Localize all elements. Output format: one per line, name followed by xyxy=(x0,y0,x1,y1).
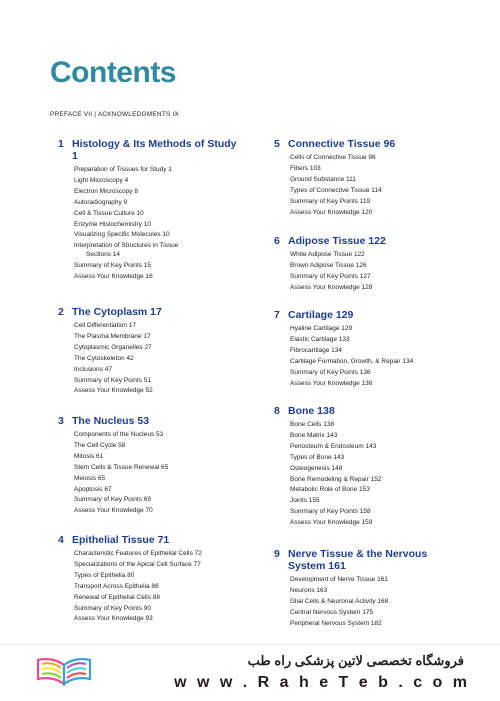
section-entry: Sections 14 xyxy=(86,251,120,259)
section-entry: Fibrocartilage 134 xyxy=(290,346,343,354)
section-entry: Preparation of Tissues for Study 1 xyxy=(74,166,172,173)
section-entry: The Cytoskeleton 42 xyxy=(74,354,134,362)
section-entry: Assess Your Knowledge 52 xyxy=(74,387,153,395)
section-entry: Inclusions 47 xyxy=(74,365,112,373)
front-matter-line: PREFACE VII | ACKNOWLEDGMENTS IX xyxy=(50,111,180,118)
chapter-number: 6 xyxy=(274,235,280,247)
section-entry: White Adipose Tissue 122 xyxy=(290,251,365,258)
chapter-number: 9 xyxy=(274,548,280,560)
store-name: فروشگاه تخصصی لاتین پزشکی راه طب xyxy=(247,653,464,668)
section-entry: Assess Your Knowledge 93 xyxy=(74,615,153,623)
section-entry: Summary of Key Points 15 xyxy=(74,262,151,270)
section-list xyxy=(74,549,258,625)
section-entry: Summary of Key Points 51 xyxy=(74,376,151,384)
section-entry: Summary of Key Points 90 xyxy=(74,604,151,612)
chapter-heading xyxy=(58,415,258,427)
chapter-heading xyxy=(58,306,258,318)
section-entry: Development of Nerve Tissue 161 xyxy=(290,576,388,583)
section-entry: Brown Adipose Tissue 126 xyxy=(290,261,367,269)
open-book-rainbow-icon xyxy=(34,650,94,690)
chapter-title: Nerve Tissue & the Nervous System 161 xyxy=(288,548,428,572)
chapter-number: 2 xyxy=(58,306,64,318)
chapter-number: 3 xyxy=(58,415,64,427)
section-entry: Periosteum & Endosteum 143 xyxy=(290,442,377,450)
section-entry: Enzyme Histochemistry 10 xyxy=(74,220,151,228)
section-entry: Elastic Cartilage 133 xyxy=(290,335,350,343)
chapter-title: Cartilage 129 xyxy=(288,309,354,321)
section-entry: Assess Your Knowledge 128 xyxy=(290,283,373,291)
section-entry: Interpretation of Structures in Tissue xyxy=(74,242,179,250)
chapter-title: Bone 138 xyxy=(288,405,335,417)
section-entry: Summary of Key Points 127 xyxy=(290,272,371,280)
chapter-heading xyxy=(274,405,474,417)
section-entry: Autoradiography 9 xyxy=(74,198,128,206)
section-entry: Bone Cells 138 xyxy=(290,421,335,428)
section-list xyxy=(74,430,258,517)
section-entry: Stem Cells & Tissue Renewal 65 xyxy=(74,463,169,471)
section-entry: Bone Matrix 143 xyxy=(290,431,338,439)
chapter-6 xyxy=(274,235,474,294)
chapter-1 xyxy=(58,138,258,283)
section-entry: Osteogenesis 148 xyxy=(290,464,343,472)
chapter-3 xyxy=(58,415,258,517)
section-entry: Visualizing Specific Molecules 10 xyxy=(74,231,170,239)
section-entry: Cell Differentiation 17 xyxy=(74,322,137,329)
chapter-title: Epithelial Tissue 71 xyxy=(72,534,170,546)
section-entry: Metabolic Role of Bone 153 xyxy=(290,486,370,494)
section-entry: Cytoplasmic Organelles 27 xyxy=(74,343,152,351)
chapter-heading xyxy=(274,548,474,572)
section-entry: Renewal of Epithelial Cells 88 xyxy=(74,593,160,601)
section-list xyxy=(290,420,474,529)
section-entry: Ground Substance 111 xyxy=(290,175,356,183)
section-entry: Specializations of the Apical Cell Surface 77 xyxy=(74,560,201,568)
section-entry: Apoptosis 67 xyxy=(74,485,112,493)
chapter-title: The Cytoplasm 17 xyxy=(72,306,162,318)
chapter-4 xyxy=(58,534,258,625)
section-entry: Transport Across Epithelia 88 xyxy=(74,582,159,590)
chapter-title: The Nucleus 53 xyxy=(72,415,150,427)
section-entry: Types of Connective Tissue 114 xyxy=(290,186,382,194)
section-entry: Summary of Key Points 136 xyxy=(290,368,371,376)
section-list xyxy=(74,165,258,283)
section-entry: Joints 155 xyxy=(290,497,320,505)
section-entry: Summary of Key Points 69 xyxy=(74,496,151,504)
section-entry: Cartilage Formation, Growth, & Repair 134 xyxy=(290,357,414,365)
section-entry: Mitosis 61 xyxy=(74,452,104,460)
chapter-2 xyxy=(58,306,258,397)
section-entry: Hyaline Cartilage 129 xyxy=(290,325,353,332)
section-entry: Assess Your Knowledge 16 xyxy=(74,273,153,281)
section-entry: Central Nervous System 175 xyxy=(290,608,374,616)
section-entry: Types of Bone 143 xyxy=(290,453,345,461)
section-entry: Electron Microscopy 8 xyxy=(74,187,138,195)
chapter-heading xyxy=(274,138,474,150)
section-entry: Meiosis 65 xyxy=(74,474,106,482)
section-entry: Cell & Tissue Culture 10 xyxy=(74,209,144,217)
chapter-number: 7 xyxy=(274,309,280,321)
section-entry: Types of Epithelia 80 xyxy=(74,571,135,579)
chapter-7 xyxy=(274,309,474,389)
chapter-number: 1 xyxy=(58,138,64,150)
chapter-9 xyxy=(274,548,474,630)
section-entry: Cells of Connective Tissue 96 xyxy=(290,154,376,161)
section-entry: The Cell Cycle 58 xyxy=(74,441,126,449)
section-entry: Assess Your Knowledge 70 xyxy=(74,507,153,515)
section-entry: Components of the Nucleus 53 xyxy=(74,431,164,438)
chapter-title: Histology & Its Methods of Study 1 xyxy=(72,138,237,162)
chapter-number: 8 xyxy=(274,405,280,417)
chapter-title: Connective Tissue 96 xyxy=(288,138,396,150)
section-entry: Characteristic Features of Epithelial Cells 72 xyxy=(74,550,202,557)
section-entry: Assess Your Knowledge 120 xyxy=(290,208,373,216)
chapter-heading xyxy=(58,534,258,546)
store-url: w w w . R a h e T e b . c o m xyxy=(174,674,470,691)
section-entry: Assess Your Knowledge 136 xyxy=(290,379,373,387)
section-entry: Glial Cells & Neuronal Activity 168 xyxy=(290,597,389,605)
section-entry: Summary of Key Points 119 xyxy=(290,197,371,205)
section-entry: Assess Your Knowledge 159 xyxy=(290,519,373,527)
section-list xyxy=(290,153,474,218)
chapter-title: Adipose Tissue 122 xyxy=(288,235,386,247)
chapter-heading xyxy=(274,235,474,247)
section-entry: Bone Remodeling & Repair 152 xyxy=(290,475,382,483)
section-list xyxy=(290,575,474,630)
section-list xyxy=(74,321,258,397)
chapter-heading xyxy=(274,309,474,321)
section-entry: Light Microscopy 4 xyxy=(74,176,129,184)
section-entry: Neurons 163 xyxy=(290,586,328,594)
section-entry: The Plasma Membrane 17 xyxy=(74,332,151,340)
section-list xyxy=(290,324,474,389)
chapter-heading xyxy=(58,138,258,162)
chapter-number: 4 xyxy=(58,534,64,546)
section-list xyxy=(290,250,474,294)
chapter-number: 5 xyxy=(274,138,280,150)
section-entry: Summary of Key Points 158 xyxy=(290,508,371,516)
section-entry: Fibers 103 xyxy=(290,164,321,172)
chapter-8 xyxy=(274,405,474,529)
page-title: Contents xyxy=(50,56,176,89)
section-entry: Peripheral Nervous System 182 xyxy=(290,619,382,627)
chapter-5 xyxy=(274,138,474,218)
